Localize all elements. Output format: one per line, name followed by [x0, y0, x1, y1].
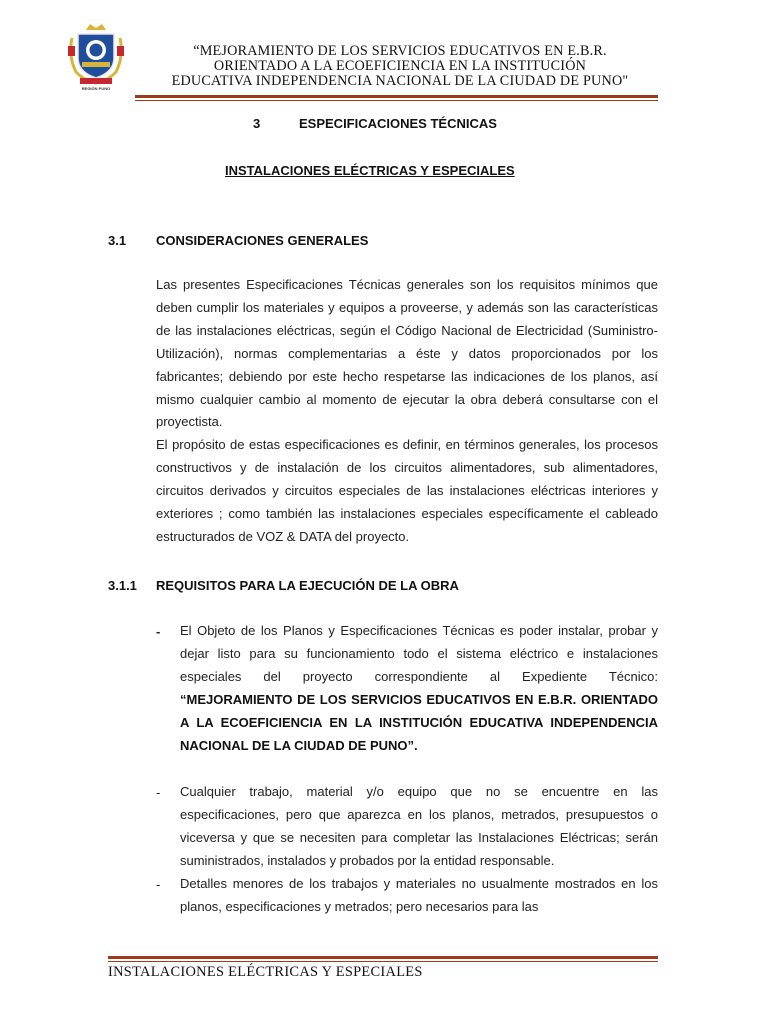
list-item-text: El Objeto de los Planos y Especificaciones Técnicas es poder instalar, probar y dejar listo para su funcionamiento todo el sistema eléctrico e instalaciones especiales del proyecto correspondiente al Expediente Técnico: [180, 623, 658, 684]
list-item-project-name: “MEJORAMIENTO DE LOS SERVICIOS EDUCATIVOS EN E.B.R. ORIENTADO A LA ECOEFICIENCIA EN LA INSTITUCIÓN EDUCATIVA INDEPENDENCIA NACIONAL DE LA CIUDAD DE PUNO”. [180, 691, 658, 753]
subsection-title: CONSIDERACIONES GENERALES [156, 233, 369, 248]
header-divider [135, 95, 658, 101]
list-item: Detalles menores de los trabajos y materiales no usualmente mostrados en los planos, especificaciones y metrados; pero necesarios para las [180, 876, 658, 914]
page-footer: INSTALACIONES ELÉCTRICAS Y ESPECIALES [108, 964, 423, 980]
page-header [0, 0, 768, 100]
subsubsection-title: REQUISITOS PARA LA EJECUCIÓN DE LA OBRA [156, 578, 459, 593]
paragraph: Las presentes Especificaciones Técnicas generales son los requisitos mínimos que deben cumplir los materiales y equipos a proveerse, y además son las características de las instalaciones eléctricas, según el Código Nacional de Electricidad (Suministro-Utilización), normas complementarias a éste y datos proporcionados por los fabricantes; debiendo por este hecho respetarse las indicaciones de los planos, así mismo cualquier cambio al momento de ejecutar la obra deberá consultarse con el proyectista. [156, 277, 658, 430]
bullet-marker: - [156, 785, 161, 800]
list-item: Cualquier trabajo, material y/o equipo que no se encuentre en las especificaciones, pero que aparezca en los planos, metrados, presupuestos o viceversa y que se necesiten para completar las Instalaciones Eléctricas; serán suministrados, instalados y probados por la entidad responsable. [180, 784, 658, 868]
list-item [180, 620, 658, 757]
region-puno-seal-icon [66, 20, 126, 90]
section-subtitle: INSTALACIONES ELÉCTRICAS Y ESPECIALES [225, 163, 515, 178]
project-title-line-1: “MEJORAMIENTO DE LOS SERVICIOS EDUCATIVOS EN E.B.R. [193, 43, 607, 59]
project-title-line-3: EDUCATIVA INDEPENDENCIA NACIONAL DE LA CIUDAD DE PUNO" [171, 73, 629, 89]
subsubsection-number: 3.1.1 [108, 578, 137, 593]
bullet-marker: - [156, 877, 161, 892]
section-title: ESPECIFICACIONES TÉCNICAS [299, 116, 497, 131]
footer-divider [108, 956, 658, 962]
paragraph: El propósito de estas especificaciones es definir, en términos generales, los procesos constructivos y de instalación de los circuitos alimentadores, sub alimentadores, circuitos derivados y circuitos especiales de las instalaciones eléctricas interiores y exteriores ; como también las instalaciones especiales específicamente el cableado estructurados de VOZ & DATA del proyecto. [156, 437, 658, 544]
project-title [130, 44, 670, 89]
project-title-line-2: ORIENTADO A LA ECOEFICIENCIA EN LA INSTITUCIÓN [213, 58, 587, 74]
logo-caption: REGIÓN PUNO [81, 86, 111, 91]
bullet-marker: - [156, 624, 161, 639]
section-number: 3 [253, 116, 261, 131]
subsection-number: 3.1 [108, 233, 127, 248]
